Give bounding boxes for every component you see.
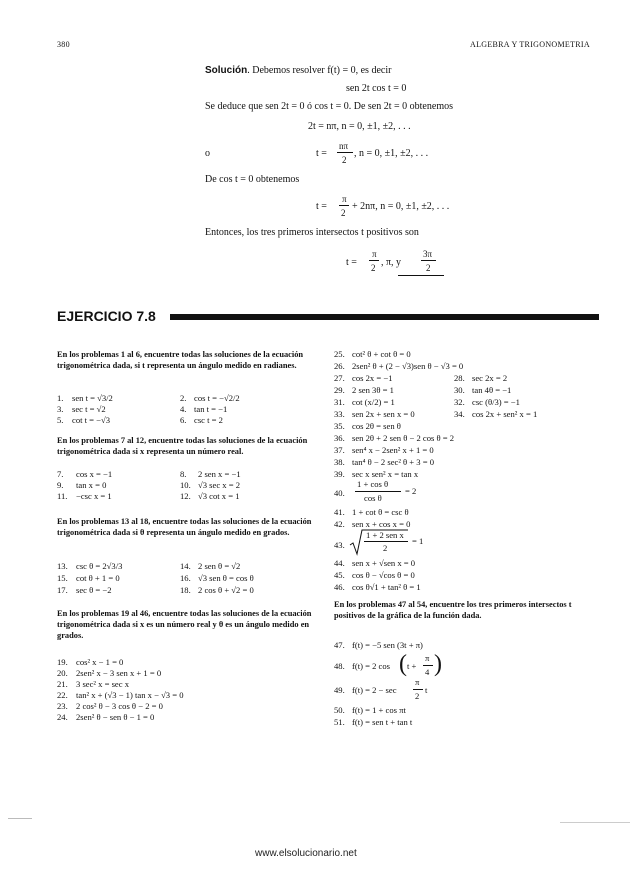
- fraction-bar: [423, 665, 433, 666]
- problem-equation: 2 sen 3θ = 1: [352, 385, 394, 395]
- problem-equation: sen 2x + sen x = 0: [352, 409, 415, 419]
- instructions-19-46: En los problemas 19 al 46, encuentre todas las soluciones de la ecuación trigonométrica dada si x es un número real y θ es un ángulo medido en grados.: [57, 609, 312, 640]
- problem-label: 11.: [57, 491, 68, 501]
- problem-equation: −csc x = 1: [76, 491, 112, 501]
- solution-eq-2: 2t = nπ, n = 0, ±1, ±2, . . .: [308, 121, 411, 132]
- problem-equation: tan x = 0: [76, 480, 107, 490]
- problem-label: 33.: [334, 409, 345, 419]
- problem-label: 16.: [180, 573, 191, 583]
- problem-label: 14.: [180, 561, 191, 571]
- solution-eq-5-lhs: t =: [346, 257, 357, 268]
- problem-49-rhs: t: [425, 685, 428, 695]
- scan-artifact: [560, 822, 630, 823]
- problem-48-inner: t +: [407, 661, 417, 671]
- problem-40-denominator: cos θ: [364, 493, 382, 503]
- problem-equation: f(t) = sen t + tan t: [352, 717, 413, 727]
- problem-label: 35.: [334, 421, 345, 431]
- problem-label: 27.: [334, 373, 345, 383]
- problem-label: 34.: [454, 409, 465, 419]
- problem-equation: cos 2θ = sen θ: [352, 421, 401, 431]
- problem-49-lhs: f(t) = 2 − sec: [352, 685, 397, 695]
- solution-eq-4-lhs: t =: [316, 201, 327, 212]
- solution-eq-5-den: 2: [371, 263, 376, 273]
- problem-label: 49.: [334, 685, 345, 695]
- problem-equation: sen⁴ x − 2sen² x + 1 = 0: [352, 445, 434, 455]
- problem-48-numerator: π: [425, 653, 430, 663]
- problem-label: 8.: [180, 469, 187, 479]
- fraction-bar: [364, 541, 408, 542]
- problem-equation: √3 sec x = 2: [198, 480, 241, 490]
- problem-40-numerator: 1 + cos θ: [357, 479, 389, 489]
- problem-label: 44.: [334, 558, 345, 568]
- problem-equation: f(t) = −5 sen (3t + π): [352, 640, 423, 650]
- solution-line-4: Entonces, los tres primeros intersectos t positivos son: [205, 227, 419, 238]
- problem-label: 51.: [334, 717, 345, 727]
- solution-label: Solución: [205, 65, 248, 76]
- instructions-47-54: En los problemas 47 al 54, encuentre los tres primeros intersectos t positivos de la gráfica de la función dada.: [334, 600, 572, 620]
- problem-equation: csc θ = 2√3/3: [76, 561, 123, 571]
- solution-eq-4-rhs: + 2nπ, n = 0, ±1, ±2, . . .: [352, 201, 450, 212]
- solution-eq-5-num: π: [372, 249, 377, 259]
- problem-label: 12.: [180, 491, 191, 501]
- problem-equation: sen x + cos x = 0: [352, 519, 411, 529]
- problem-equation: 2 cos θ + √2 = 0: [198, 585, 254, 595]
- problem-equation: 2 sen x = −1: [198, 469, 241, 479]
- problem-label: 21.: [57, 679, 68, 689]
- page-number: 380: [57, 40, 70, 49]
- end-of-example-rule: [398, 275, 444, 276]
- problem-label: 5.: [57, 415, 64, 425]
- problem-equation: csc (θ/3) = −1: [472, 397, 520, 407]
- solution-eq-5-den2: 2: [426, 263, 431, 273]
- solution-line-1: Solución. Debemos resolver f(t) = 0, es decir: [205, 65, 392, 76]
- problem-equation: f(t) = 1 + cos πt: [352, 705, 406, 715]
- problem-label: 48.: [334, 661, 345, 671]
- solution-line-3: De cos t = 0 obtenemos: [205, 174, 300, 185]
- solution-eq-3-num: nπ: [339, 141, 349, 151]
- problem-label: 50.: [334, 705, 345, 715]
- solution-eq-4-num: π: [342, 194, 347, 204]
- problem-label: 10.: [180, 480, 191, 490]
- problem-label: 7.: [57, 469, 64, 479]
- problem-equation: 2sen² x − 3 sen x + 1 = 0: [76, 668, 162, 678]
- problem-label: 20.: [57, 668, 68, 678]
- problem-equation: cot t = −√3: [72, 415, 111, 425]
- problem-label: 42.: [334, 519, 345, 529]
- problem-equation: cot (x/2) = 1: [352, 397, 395, 407]
- problem-equation: sen t = √3/2: [72, 393, 113, 403]
- problem-equation: √3 cot x = 1: [198, 491, 240, 501]
- problem-equation: tan t = −1: [194, 404, 228, 414]
- problem-equation: cos 2x = −1: [352, 373, 393, 383]
- problem-label: 41.: [334, 507, 345, 517]
- problem-equation: 1 + cot θ = csc θ: [352, 507, 409, 517]
- solution-or: o: [205, 148, 210, 159]
- footer-url[interactable]: www.elsolucionario.net: [255, 848, 357, 859]
- problem-label: 19.: [57, 657, 68, 667]
- problem-43-rhs: = 1: [412, 536, 424, 546]
- solution-eq-3-rhs: , n = 0, ±1, ±2, . . .: [354, 148, 429, 159]
- problem-43-numerator: 1 + 2 sen x: [366, 530, 404, 540]
- solution-eq-3-den: 2: [342, 155, 347, 165]
- problem-label: 46.: [334, 582, 345, 592]
- problem-48-lhs: f(t) = 2 cos: [352, 661, 391, 671]
- problem-equation: 2sen² θ − sen θ − 1 = 0: [76, 712, 155, 722]
- solution-eq-5-num2: 3π: [423, 249, 433, 259]
- instructions-1-6: En los problemas 1 al 6, encuentre todas las soluciones de la ecuación trigonométrica dada, si t representa un ángulo medido en radianes.: [57, 350, 304, 370]
- problem-equation: 2 cos² θ − 3 cos θ − 2 = 0: [76, 701, 163, 711]
- problem-equation: cos θ√1 + tan² θ = 1: [352, 582, 421, 592]
- problem-equation: sec 2x = 2: [472, 373, 508, 383]
- problem-label: 25.: [334, 349, 345, 359]
- problem-43-denominator: 2: [383, 543, 388, 553]
- problem-label: 2.: [180, 393, 187, 403]
- problem-equation: cos x = −1: [76, 469, 113, 479]
- problem-label: 32.: [454, 397, 465, 407]
- problem-equation: tan² x + (√3 − 1) tan x − √3 = 0: [76, 690, 184, 700]
- instructions-13-18: En los problemas 13 al 18, encuentre todas las soluciones de la ecuación trigonométrica dada si θ representa un ángulo medido en grados.: [57, 517, 312, 537]
- problem-label: 47.: [334, 640, 345, 650]
- problem-equation: cot θ + 1 = 0: [76, 573, 120, 583]
- solution-eq-1: sen 2t cos t = 0: [346, 83, 407, 94]
- problem-equation: cot² θ + cot θ = 0: [352, 349, 411, 359]
- exercise-title: EJERCICIO 7.8: [57, 308, 156, 324]
- problem-label: 24.: [57, 712, 68, 722]
- problem-equation: tan 4θ = −1: [472, 385, 512, 395]
- solution-eq-5-mid: , π, y: [381, 257, 402, 268]
- problem-equation: sen 2θ + 2 sen θ − 2 cos θ = 2: [352, 433, 455, 443]
- problem-label: 13.: [57, 561, 68, 571]
- problem-label: 30.: [454, 385, 465, 395]
- problem-equation: sec θ = −2: [76, 585, 112, 595]
- problem-49-denominator: 2: [415, 691, 420, 701]
- problem-equation: 2sen² θ + (2 − √3)sen θ − √3 = 0: [352, 361, 464, 371]
- problem-label: 23.: [57, 701, 68, 711]
- solution-line-2: Se deduce que sen 2t = 0 ó cos t = 0. De sen 2t = 0 obtenemos: [205, 101, 453, 112]
- problem-label: 17.: [57, 585, 68, 595]
- problem-equation: sec t = √2: [72, 404, 106, 414]
- problem-label: 43.: [334, 540, 345, 550]
- problem-label: 36.: [334, 433, 345, 443]
- problem-equation: cos t = −√2/2: [194, 393, 240, 403]
- problem-label: 22.: [57, 690, 68, 700]
- problem-label: 39.: [334, 469, 345, 479]
- solution-eq-4-den: 2: [341, 208, 346, 218]
- problem-49-numerator: π: [415, 677, 420, 687]
- problem-equation: cos² x − 1 = 0: [76, 657, 124, 667]
- problem-label: 6.: [180, 415, 187, 425]
- fraction-bar: [355, 491, 401, 492]
- problem-equation: √3 sen θ = cos θ: [198, 573, 254, 583]
- problem-label: 45.: [334, 570, 345, 580]
- problem-label: 1.: [57, 393, 64, 403]
- problem-label: 18.: [180, 585, 191, 595]
- problem-label: 40.: [334, 488, 345, 498]
- problem-equation: cos θ − √cos θ = 0: [352, 570, 415, 580]
- problem-label: 31.: [334, 397, 345, 407]
- problem-40-rhs: = 2: [405, 486, 417, 496]
- problem-equation: csc t = 2: [194, 415, 223, 425]
- solution-eq-3-lhs: t =: [316, 148, 327, 159]
- title-rule: [170, 314, 599, 320]
- problem-equation: sen x + √sen x = 0: [352, 558, 416, 568]
- book-title: ALGEBRA Y TRIGONOMETRIA: [470, 40, 590, 49]
- problem-label: 3.: [57, 404, 64, 414]
- problem-equation: 3 sec² x = sec x: [76, 679, 130, 689]
- left-paren-icon: (: [399, 651, 407, 677]
- problem-label: 38.: [334, 457, 345, 467]
- scan-artifact: [8, 818, 32, 819]
- problem-label: 29.: [334, 385, 345, 395]
- instructions-7-12: En los problemas 7 al 12, encuentre todas las soluciones de la ecuación trigonométrica dada si x representa un número real.: [57, 436, 308, 456]
- problem-equation: cos 2x + sen² x = 1: [472, 409, 538, 419]
- problem-48-denominator: 4: [425, 667, 430, 677]
- problem-label: 26.: [334, 361, 345, 371]
- problem-label: 9.: [57, 480, 64, 490]
- problem-equation: 2 sen θ = √2: [198, 561, 241, 571]
- problem-label: 37.: [334, 445, 345, 455]
- right-paren-icon: ): [434, 651, 442, 677]
- problem-equation: tan⁴ θ − 2 sec² θ + 3 = 0: [352, 457, 435, 467]
- problem-label: 15.: [57, 573, 68, 583]
- problem-equation: sec x sen² x = tan x: [352, 469, 419, 479]
- fraction-bar: [413, 689, 423, 690]
- problem-label: 28.: [454, 373, 465, 383]
- problem-label: 4.: [180, 404, 187, 414]
